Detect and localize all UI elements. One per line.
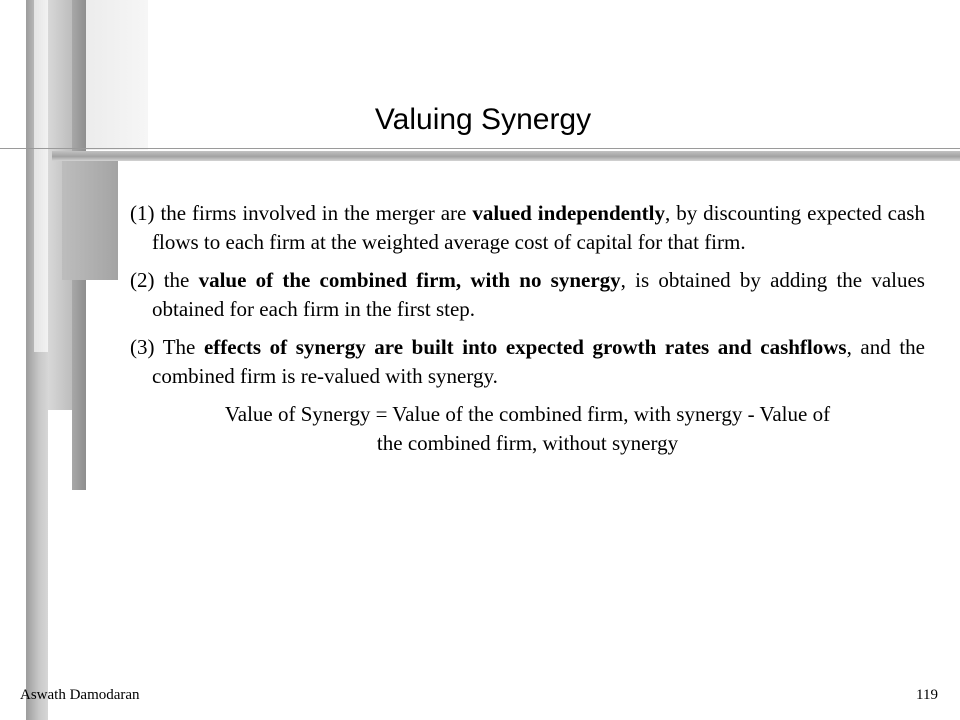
step-text: , and the combined firm is re-valued with synergy. [152,335,925,388]
step-item [130,333,925,391]
step-item [130,199,925,257]
decorative-bar [62,160,118,280]
formula-line: Value of Synergy = Value of the combined firm, with synergy - Value of [224,402,831,426]
title-divider [0,148,960,149]
formula-line: the combined firm, without synergy [376,431,679,455]
step-text: (2) the [130,268,199,292]
slide-body [130,199,925,458]
slide-title: Valuing Synergy [374,103,592,136]
decorative-bar [34,0,48,352]
synergy-formula [130,400,925,458]
step-item [130,266,925,324]
step-emphasis: effects of synergy are built into expected growth rates and cashflows [203,335,847,359]
step-text: , by discounting expected cash flows to each firm at the weighted average cost of capital for that firm. [152,201,925,254]
footer-author: Aswath Damodaran [20,687,140,703]
step-text: (3) The [130,335,204,359]
step-text: (1) the firms involved in the merger are [130,201,473,225]
step-emphasis: valued independently [472,201,665,225]
footer-page-number: 119 [916,687,938,703]
step-text: , is obtained by adding the values obtained for each firm in the first step. [152,268,925,321]
step-emphasis: value of the combined firm, with no synergy [198,268,621,292]
title-divider-bar [52,151,960,161]
